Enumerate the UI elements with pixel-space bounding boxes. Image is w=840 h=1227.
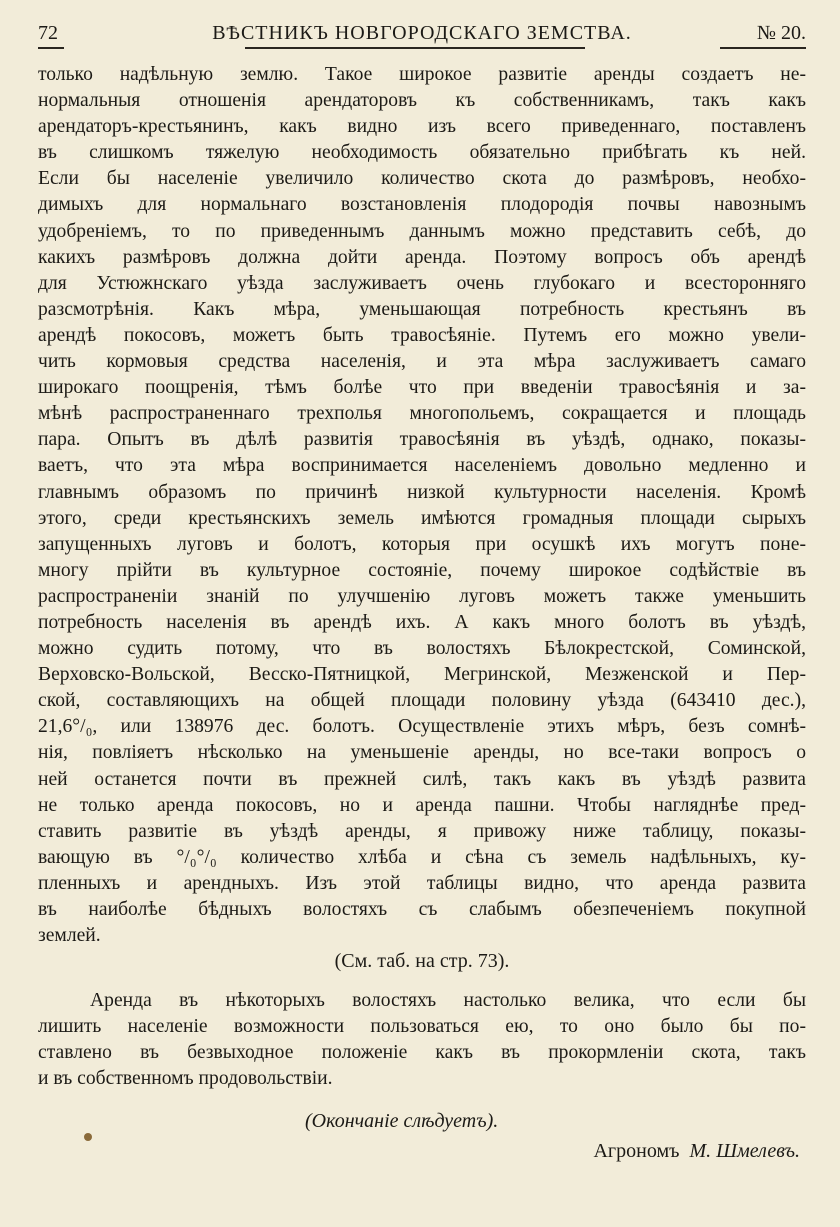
text-line: распространеніи знаній по улучшенію луговъ можетъ также уменьшить	[38, 585, 806, 607]
text-line: ваетъ, что эта мѣра воспринимается населеніемъ довольно медленно и	[38, 455, 806, 477]
text-line: чить кормовыя средства населенія, и эта мѣра заслуживаетъ самаго	[38, 351, 806, 373]
text-line: пара. Опытъ въ дѣлѣ развитія травосѣянія въ уѣздѣ, однако, показы-	[38, 429, 806, 451]
text-line: ставлено въ безвыходное положеніе какъ въ прокормленіи скота, такъ	[38, 1042, 806, 1064]
text-line: и въ собственномъ продовольствіи.	[38, 1068, 333, 1090]
text-line: разсмотрѣнія. Какъ мѣра, уменьшающая потребность крестьянъ въ	[38, 298, 806, 320]
second-paragraph	[38, 988, 806, 1092]
text-line: какихъ размѣровъ должна дойти аренда. Поэтому вопросъ объ арендѣ	[38, 246, 806, 268]
text-line: ставить развитіе въ уѣздѣ аренды, я привожу ниже таблицу, показы-	[38, 820, 806, 842]
text-line: только надѣльную землю. Такое широкое развитіе аренды создаетъ не-	[38, 64, 806, 85]
text-line: не только аренда покосовъ, но и аренда пашни. Чтобы нагляднѣе пред-	[38, 794, 806, 816]
text-line: главнымъ образомъ по причинѣ низкой культурности населенія. Кромѣ	[38, 481, 806, 503]
text-line: широкаго поощренія, тѣмъ болѣе что при введеніи травосѣянія и за-	[38, 377, 806, 399]
text-line: можно судить потому, что въ волостяхъ Бѣлокрестской, Соминской,	[38, 638, 806, 660]
text-line: ской, составляющихъ на общей площади половину уѣзда (643410 дес.),	[38, 690, 806, 712]
page-header	[38, 22, 806, 50]
text-line: многу прійти въ культурное состояніе, почему широкое содѣйствіе въ	[38, 559, 806, 581]
header-rule-right	[720, 47, 806, 49]
text-line: въ слишкомъ тяжелую необходимость обязательно прибѣгать къ ней.	[38, 142, 806, 164]
page-number: 72	[38, 22, 58, 44]
text-line: мѣнѣ распространеннаго трехполья многопольемъ, сокращается и площадь	[38, 403, 806, 425]
text-line: Верховско-Вольской, Весско-Пятницкой, Мегринской, Мезженской и Пер-	[38, 664, 806, 686]
text-line: этого, среди крестьянскихъ земель имѣются громадныя площади сырыхъ	[38, 507, 806, 529]
text-line: потребность населенія въ арендѣ ихъ. А какъ много болотъ въ уѣздѣ,	[38, 611, 806, 633]
text-line: удобреніемъ, то по приведеннымъ даннымъ можно представить себѣ, до	[38, 220, 806, 242]
text-line: нормальныя отношенія арендаторовъ къ собственникамъ, такъ какъ	[38, 90, 806, 112]
signature-title: Агрономъ	[593, 1140, 680, 1162]
text-line: пленныхъ и арендныхъ. Изъ этой таблицы видно, что аренда развита	[38, 872, 806, 894]
text-line: Если бы населеніе увеличило количество скота до размѣровъ, необхо-	[38, 168, 806, 190]
text-line: для Устюжнскаго уѣзда заслуживаетъ очень глубокаго и всесторонняго	[38, 272, 806, 294]
text-line: лишить населеніе возможности пользоваться ею, то оно было бы по-	[38, 1016, 806, 1038]
text-line: нія, повліяетъ нѣсколько на уменьшеніе аренды, но все-таки вопросъ о	[38, 742, 806, 764]
continuation-note: (Окончаніе слѣдуетъ).	[305, 1110, 499, 1132]
signature	[593, 1140, 800, 1163]
text-line: вающую въ °/₀°/₀ количество хлѣба и сѣна съ земель надѣльныхъ, ку-	[38, 846, 806, 868]
table-reference: (См. таб. на стр. 73).	[334, 950, 510, 972]
text-line: ней останется почти въ прежней силѣ, такъ какъ въ уѣздѣ развита	[38, 768, 806, 790]
text-line: Аренда въ нѣкоторыхъ волостяхъ настолько велика, что если бы	[90, 990, 806, 1011]
journal-title: ВѢСТНИКЪ НОВГОРОДСКАГО ЗЕМСТВА.	[212, 22, 632, 44]
issue-number: № 20.	[756, 22, 806, 44]
text-line: землей.	[38, 925, 101, 947]
header-rule-left	[38, 47, 64, 49]
main-paragraph	[38, 62, 806, 949]
header-rule-center	[245, 47, 585, 49]
signature-name: М. Шмелевъ.	[689, 1140, 800, 1162]
text-line: запущенныхъ луговъ и болотъ, которыя при осушкѣ ихъ могутъ поне-	[38, 533, 806, 555]
text-line: арендѣ покосовъ, можетъ быть травосѣяніе. Путемъ его можно увели-	[38, 324, 806, 346]
text-line: въ наиболѣе бѣдныхъ волостяхъ съ слабымъ обезпеченіемъ покупной	[38, 899, 806, 920]
ink-spot	[84, 1133, 92, 1141]
text-line: 21,6°/₀, или 138976 дес. болотъ. Осуществленіе этихъ мѣръ, безъ сомнѣ-	[38, 716, 806, 738]
text-line: арендаторъ-крестьянинъ, какъ видно изъ всего приведеннаго, поставленъ	[38, 116, 806, 138]
text-line: димыхъ для нормальнаго возстановленія плодородія почвы навознымъ	[38, 194, 806, 216]
